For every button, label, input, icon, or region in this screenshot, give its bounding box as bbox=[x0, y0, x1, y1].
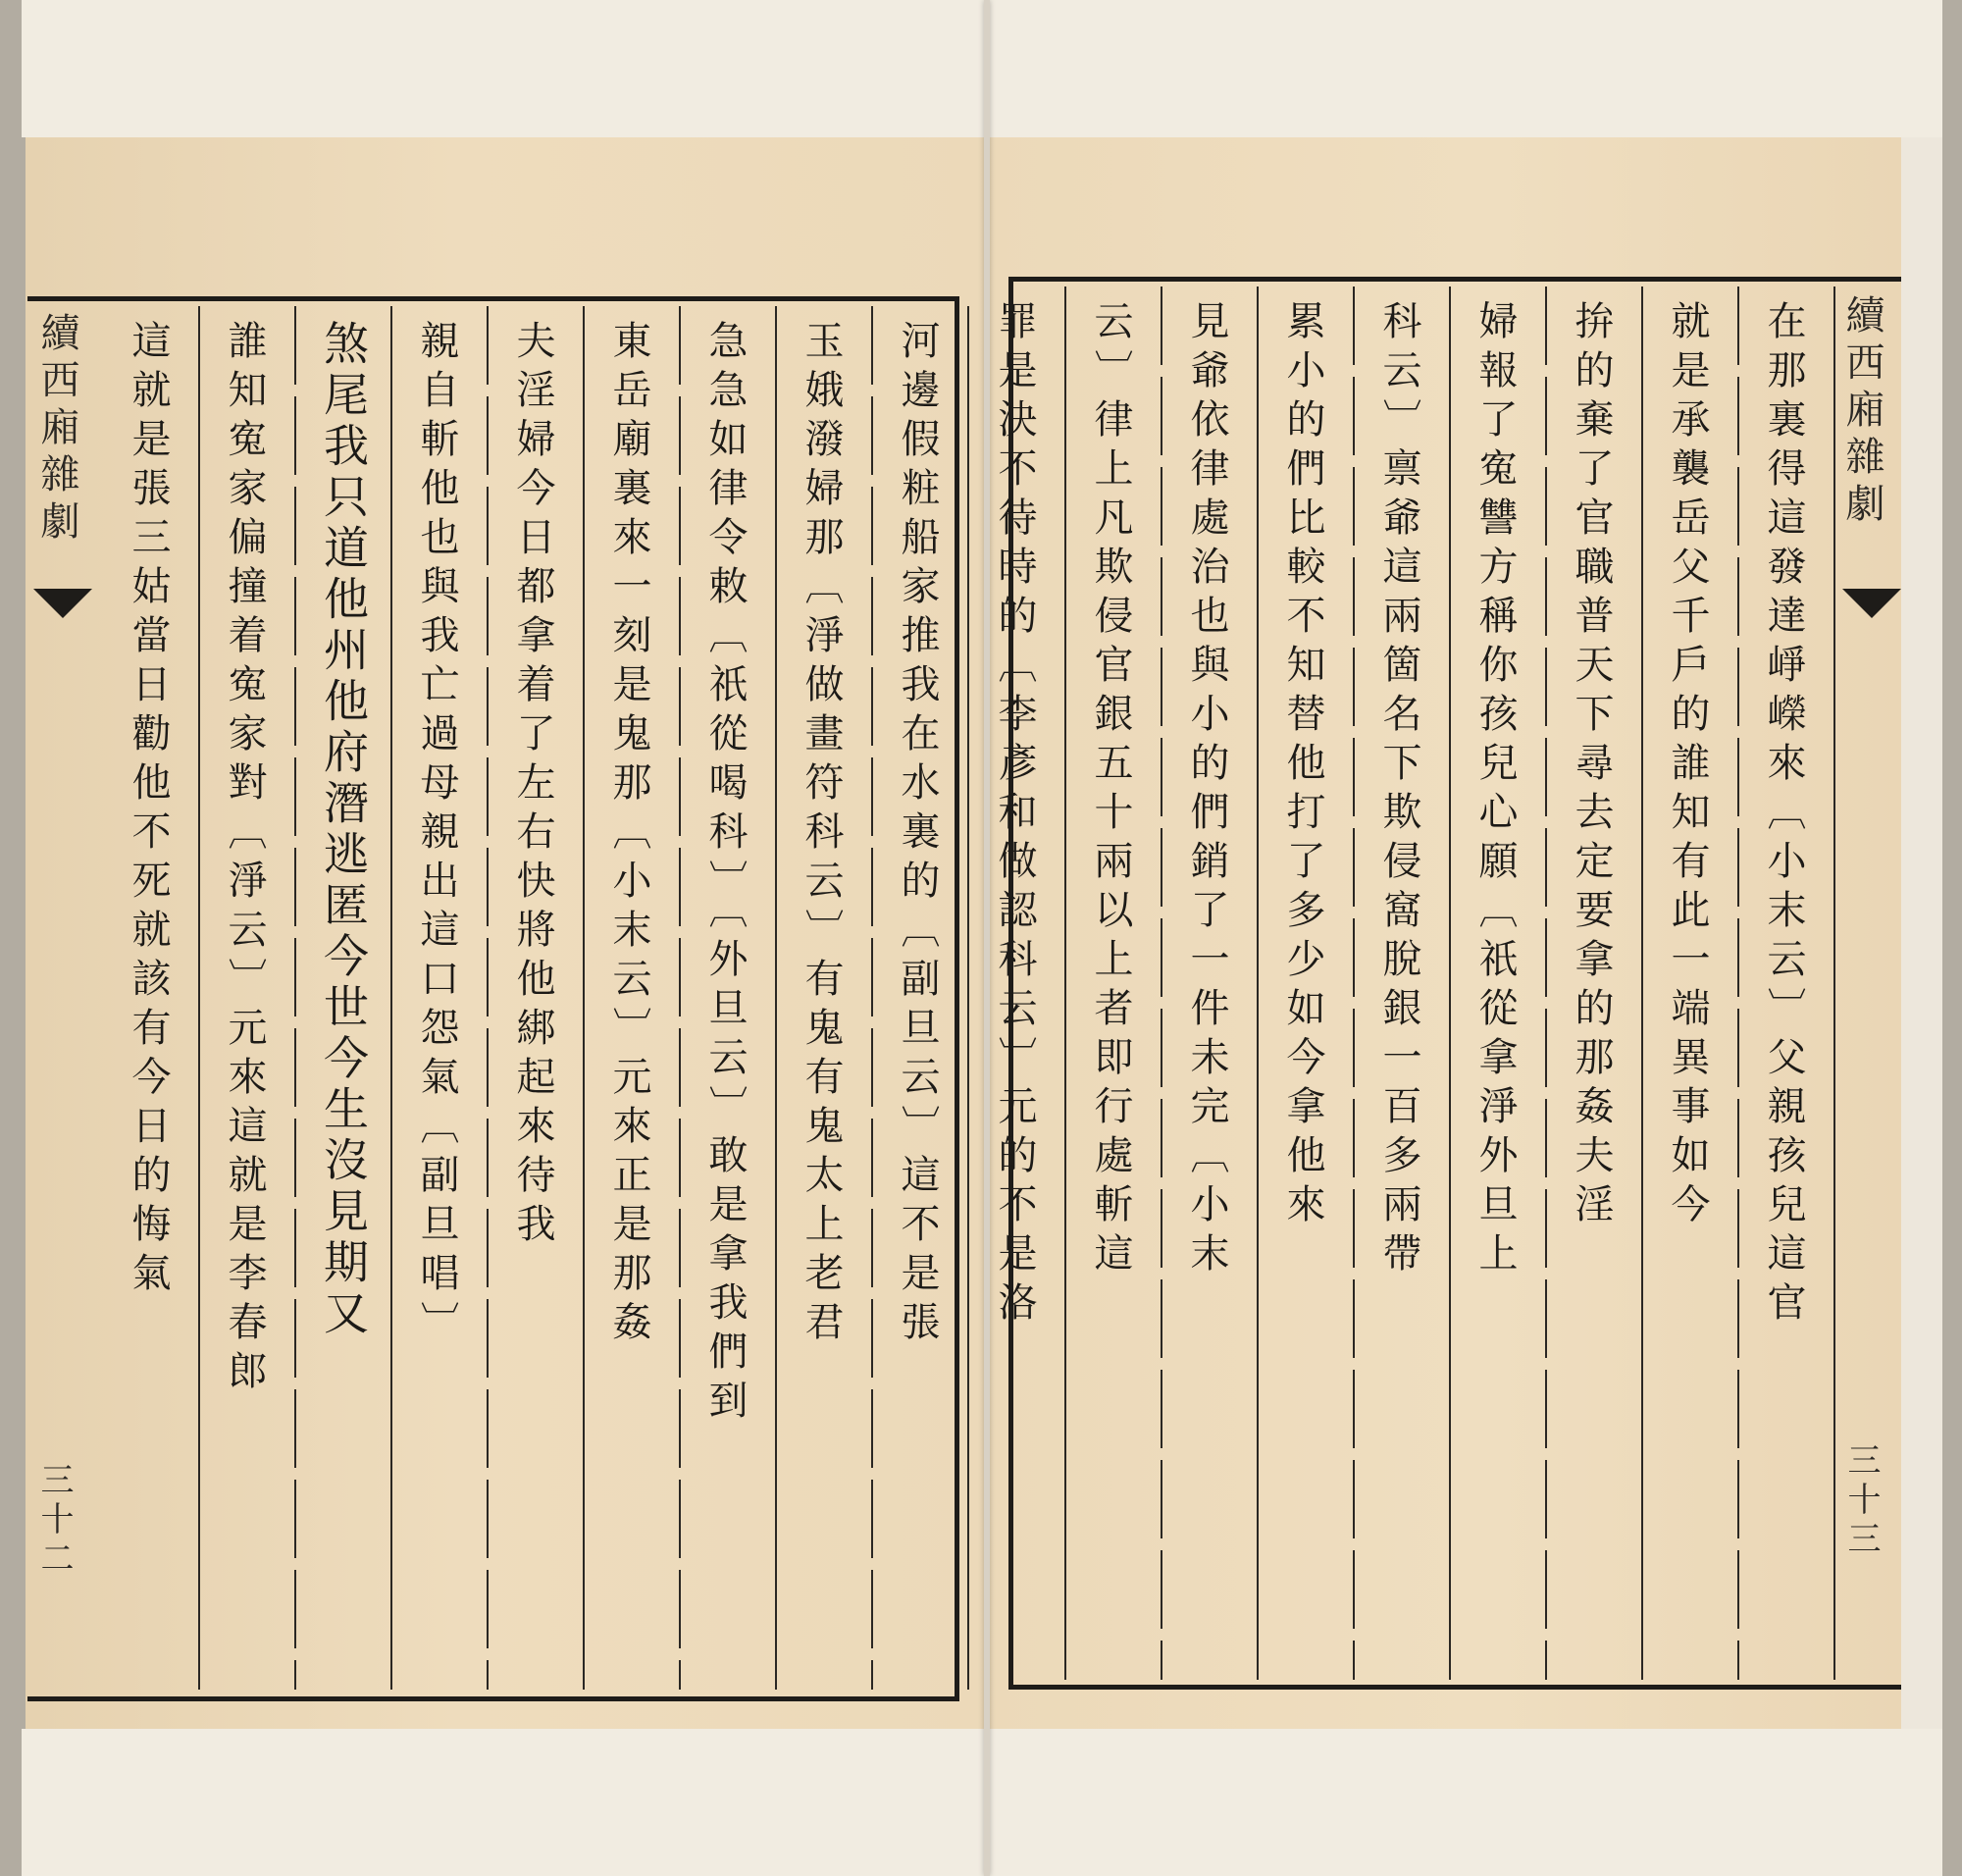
left-text-column: 河邊假粧船家推我在水裏的〔副旦云〕這不是張 bbox=[895, 320, 940, 1350]
left-folio: 三十二 bbox=[34, 1462, 74, 1580]
right-column-rule bbox=[1641, 287, 1643, 1680]
left-fishtail-mark bbox=[33, 589, 92, 618]
right-text-column: 拚的棄了官職普天下尋去定要拿的那姦夫淫 bbox=[1569, 300, 1614, 1232]
left-column-rule bbox=[487, 306, 489, 1690]
right-text-column: 云〕律上凡欺侵官銀五十兩以上者即行處斬這 bbox=[1088, 300, 1133, 1281]
right-column-rule bbox=[1161, 287, 1162, 1680]
right-fishtail-mark bbox=[1842, 589, 1901, 618]
right-column-rule bbox=[1353, 287, 1355, 1680]
book-gutter bbox=[984, 0, 990, 1876]
left-text-column: 夫淫婦今日都拿着了左右快將他綁起來待我 bbox=[510, 320, 555, 1252]
right-column-rule bbox=[1545, 287, 1547, 1680]
left-column-rule bbox=[583, 306, 585, 1690]
right-text-column: 就是承襲岳父千戶的誰知有此一端異事如今 bbox=[1665, 300, 1710, 1232]
right-column-rule bbox=[1257, 287, 1259, 1680]
left-column-rule bbox=[198, 306, 200, 1690]
right-column-rule bbox=[1737, 287, 1739, 1680]
left-column-rule bbox=[775, 306, 777, 1690]
left-margin-title: 續西廂雜劇 bbox=[34, 312, 79, 547]
left-text-column: 煞尾我只道他州他府潛逃匿今世今生沒見期又 bbox=[317, 320, 370, 1340]
left-text-column: 玉娥潑婦那〔淨做畫符科云〕有鬼有鬼太上老君 bbox=[799, 320, 844, 1350]
left-text-column: 親自斬他也與我亡過母親出這口怨氣〔副旦唱〕 bbox=[414, 320, 459, 1350]
left-column-rule bbox=[294, 306, 296, 1690]
right-text-column: 累小的們比較不知替他打了多少如今拿他來 bbox=[1280, 300, 1325, 1232]
left-text-column: 急急如律令敕〔祇從喝科〕〔外旦云〕敢是拿我們到 bbox=[702, 320, 748, 1429]
left-column-rule bbox=[679, 306, 681, 1690]
right-column-rule bbox=[1449, 287, 1451, 1680]
flyleaf-bottom bbox=[22, 1729, 1942, 1876]
right-column-rule bbox=[1833, 287, 1835, 1680]
right-column-rule bbox=[1064, 287, 1066, 1680]
right-text-column: 罪是決不待時的〔李彥和做認科云〕元的不是洛 bbox=[992, 300, 1037, 1330]
left-column-rule bbox=[967, 306, 969, 1690]
left-column-rule bbox=[871, 306, 873, 1690]
flyleaf-top bbox=[22, 0, 1942, 137]
left-text-column: 東岳廟裏來一刻是鬼那〔小末云〕元來正是那姦 bbox=[606, 320, 651, 1350]
left-text-column: 這就是張三姑當日勸他不死就該有今日的悔氣 bbox=[126, 320, 171, 1301]
left-column-rule bbox=[390, 306, 392, 1690]
left-text-column: 誰知寃家偏撞着寃家對〔淨云〕元來這就是李春郎 bbox=[222, 320, 267, 1399]
right-text-column: 婦報了寃讐方稱你孩兒心願〔祇從拿淨外旦上 bbox=[1472, 300, 1518, 1281]
right-text-column: 科云〕禀爺這兩箇名下欺侵窩脫銀一百多兩帶 bbox=[1376, 300, 1421, 1281]
right-margin-title: 續西廂雜劇 bbox=[1839, 294, 1885, 530]
right-folio: 三十三 bbox=[1841, 1442, 1881, 1560]
right-text-column: 在那裏得這發達崢嶸來〔小末云〕父親孩兒這官 bbox=[1761, 300, 1806, 1330]
flyleaf-right-edge bbox=[1901, 137, 1942, 1729]
right-text-column: 見爺依律處治也與小的們銷了一件未完〔小末 bbox=[1184, 300, 1229, 1281]
